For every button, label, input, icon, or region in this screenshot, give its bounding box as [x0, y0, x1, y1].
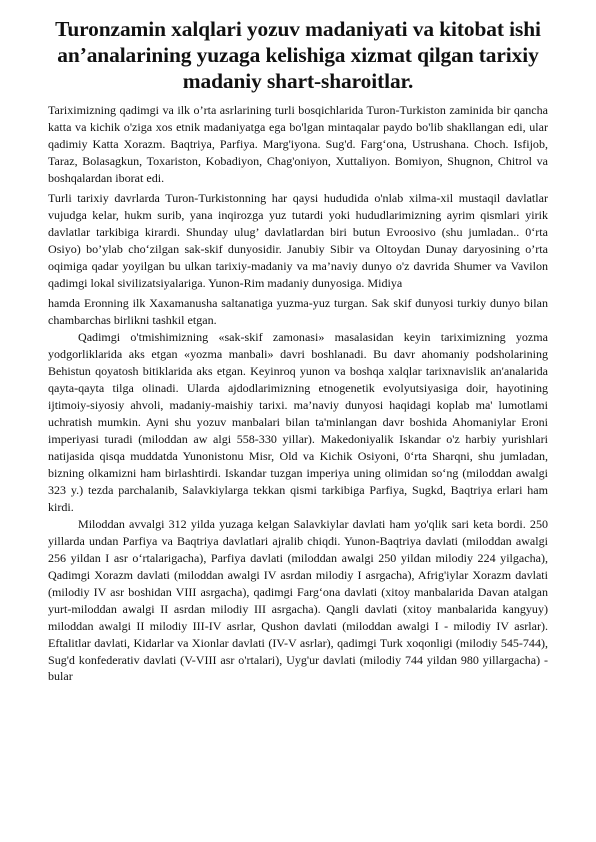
paragraph-written-sources: Qadimgi o'tmishimizning «sak-skif zamonasi» masalasidan keyin tariximizning yozma yodgorliklarida aks etgan «yozma manbali» davri boshlanadi. Bu davr ahomaniy podsholarining Behistun qoyatosh bitiklarida aks etgan. Keyinroq yunon va boshqa xalqlar tarixnavislik an'analarida qayta-qayta tilga olinadi. Ularda ajdodlarimizning etnogenetik evolyutsiyasiga doir, hayotining ijtimoiy-siyosiy ahvoli, madaniy-maishiy tarixi. ma’naviy dunyosi haqidagi koplab ma' lumotlami uchratish mumkin. Ayni shu yozuv manbalari bilan ta'minlangan davr boshida Ahomaniylar Eroni imperiyasi turadi (miloddan aw algi 558-330 yillar). Makedoniyalik Iskandar o'z harbiy yurishlari natijasida qisqa muddatda Yunonistonu Misr, Old va Kichik Osiyoni, 0‘rta Sharqni, shu jumladan, bizning olkamizni ham birlashtirdi. Iskandar tuzgan imperiya uning olimidan so‘ng (miloddan awalgi 323 y.) tezda parchalanib, Salavkiylarga tekkan qismi tarkibiga Parfiya, Sugkd, Baqtriya erlari ham kirdi. [48, 330, 548, 514]
paragraph-regions: Tariximizning qadimgi va ilk o’rta asrlarining turli bosqichlarida Turon-Turkiston zaminida bir qancha katta va kichik o'ziga xos etnik madaniyatga ega bo'lgan mintaqalar paydo bo'lib shakllangan edi, ular qadimiy Katta Xorazm. Baqtriya, Parfiya. Marg'iyona. Sug'd. Farg‘ona, Ustrushana. Choch. Isfijob, Taraz, Bolasagkun, Toxariston, Kobadiyon, Chag'oniyon, Xuttaliyon. Bomiyon, Shugnon, Chitrol va boshqalardan iborat edi. [48, 103, 548, 185]
document-title: Turonzamin xalqlari yozuv madaniyati va kitobat ishi an’analarining yuzaga kelishiga xizmat qilgan tarixiy madaniy shart-sharoitlar. [55, 17, 541, 93]
paragraph-states: Turli tarixiy davrlarda Turon-Turkistonning har qaysi hududida o'nlab xilma-xil mustaqil davlatlar vujudga kelar, hukm surib, yana inqirozga yuz tutardi yoki hududlarimizning ayrim qismlari yirik davlatlar tarkibiga kirardi. Shunday ulug’ davlatlardan biri butun Evroosivo (shu jumladan.. 0‘rta Osiyo) bo’ylab cho‘zilgan sak-skif dunyosidir. Janubiy Sibir va Oltoydan Dunay daryosining o’rta oqimiga qadar yoyilgan bu ulkan tarixiy-madaniy va ma’naviy dunyo o'z davrida Shumer va Vavilon qadimgi lokal sivilizatsiyalariga. Yunon-Rim madaniy dunyosiga. Midiya [48, 190, 548, 290]
paragraph-seleucid-states: Miloddan avvalgi 312 yilda yuzaga kelgan Salavkiylar davlati ham yo'qlik sari keta bordi. 250 yillarda undan Parfiya va Baqtriya davlatlari ajralib chiqdi. Yunon-Baqtriya davlati (miloddan awalgi 256 yildan I asr o‘rtalarigacha), Parfiya davlati (miloddan awalgi 250 yildan milodiy 224 yilgacha), Qadimgi Xorazm davlati (miloddan awalgi IV asrdan milodiy I asrgacha), Afrig'iylar Xorazm davlati (milodiy IV asr boshidan VIII asrgacha), qadimgi Farg‘ona davlati (xitoy manbalarida Davan atalgan yurt-miloddan awalgi II asrdan milodiy III asrgacha). Qangli davlati (xitoy manbalarida kangyuy) miloddan awalgi II milodiy III-IV asrlar, Qushon davlati (miloddan awalgi I - milodiy IV asrlar). Eftalitlar davlati, Kidarlar va Xionlar davlati (IV-V asrlar), qadimgi Turk xoqonligi (milodiy 545-744), Sug'd konfederativ davlati (V-VIII asr o'rtalari), Uyg'ur davlati (milodiy 744 yildan 980 yillargacha) - bular [48, 516, 548, 684]
paragraph-continuation: hamda Eronning ilk Xaxamanusha saltanatiga yuzma-yuz turgan. Sak skif dunyosi turkiy dunyo bilan chambarchas birlikni tashkil etgan. [48, 296, 548, 328]
